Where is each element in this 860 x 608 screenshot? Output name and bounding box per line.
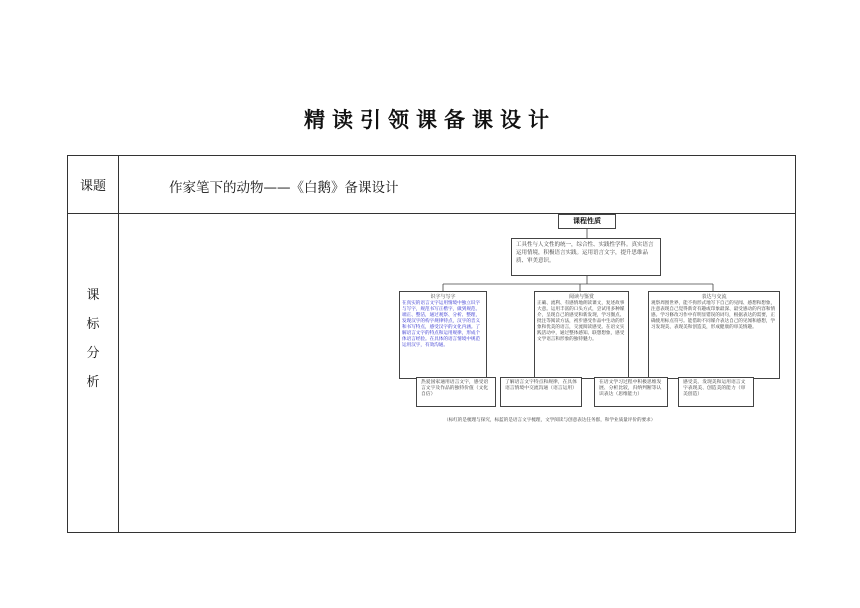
label-char: 课 <box>86 288 100 303</box>
result-box-culture: 热爱国家通用语言文字，感受语言文字及作品的独特价值（文化自信） <box>416 377 496 407</box>
result-box-language: 了解语言文字特点和规律，在具体语言情境中交流沟通（语言运用） <box>500 377 582 407</box>
diagram-footnote: （标红的是梳理与探究，标蓝的是语言文字梳理，文学阅读与创意表达任务群，和学业质量评价的要求） <box>444 418 656 423</box>
label-char: 分 <box>86 346 100 361</box>
standards-analysis-label <box>68 281 118 397</box>
column-heading: 阅读与鉴赏 <box>568 294 594 300</box>
expression-column <box>648 291 780 379</box>
column-body: 观察周围世界，能不拘形式地写下自己的见闻、感想和想象，注意表现自己觉得新奇有趣或印象最深、最受感动的内容和情感。学习修改习作中有明显错误的词句，根据表达的需要，正确使用标点符号。能借助不同媒介表达自己的见闻和感想，学习发现美、表现美和创造美，形成健康的审美情趣。 <box>651 301 776 330</box>
literacy-column <box>399 291 487 379</box>
column-heading: 表达与交流 <box>701 294 727 300</box>
topic-value: 作家笔下的动物——《白鹅》备课设计 <box>169 180 399 196</box>
result-box-thinking: 在语文学习过程中积极思维发展、分析比较，归纳判断等认识表达（思维能力） <box>594 377 668 407</box>
course-nature-detail: 工具性与人文性的统一，综合性、实践性学科。真实语言运用情境，积极语言实践。运用语言文字，提升思维品质、审美意识。 <box>511 238 661 276</box>
result-box-aesthetic: 感受美、发现美和运用语言文字表现美、创造美的能力（审美创造） <box>678 377 754 407</box>
page-title: 精读引领课备课设计 <box>304 107 556 132</box>
column-body: 正确、流利、有感情地朗读课文，复述故事大意。运用丰富的口头方式，尝试用多种媒介，呈现自己的感受和新发现，学习圈点、批注等阅读方法，初步感受作品中生动的形象和优美的语言，交流阅读感受。在语文实践活动中，通过整体感知、联想想象，感受文学语言和形象的独特魅力。 <box>537 301 625 342</box>
column-body: 在真实的语言文字运用情境中独立识字与写字，规范书写正楷字，做到规范、端正、整洁，通过观察、分析、整理，发现汉字的构字规律特点，汉字的音义和书写特点，感受汉字的文化内涵。了解语言文字的特点和运用规律，形成个体语言经验。在具体的语言情境中规范运用汉字，有效沟通。 <box>402 301 481 348</box>
label-char: 标 <box>86 317 100 332</box>
label-char: 析 <box>86 375 100 390</box>
topic-label: 课题 <box>79 179 106 194</box>
curriculum-diagram <box>394 213 794 428</box>
column-heading: 识字与写字 <box>430 294 456 300</box>
reading-column <box>534 291 629 379</box>
table-column-divider <box>118 156 119 532</box>
course-nature-box: 课程性质 <box>558 214 616 229</box>
